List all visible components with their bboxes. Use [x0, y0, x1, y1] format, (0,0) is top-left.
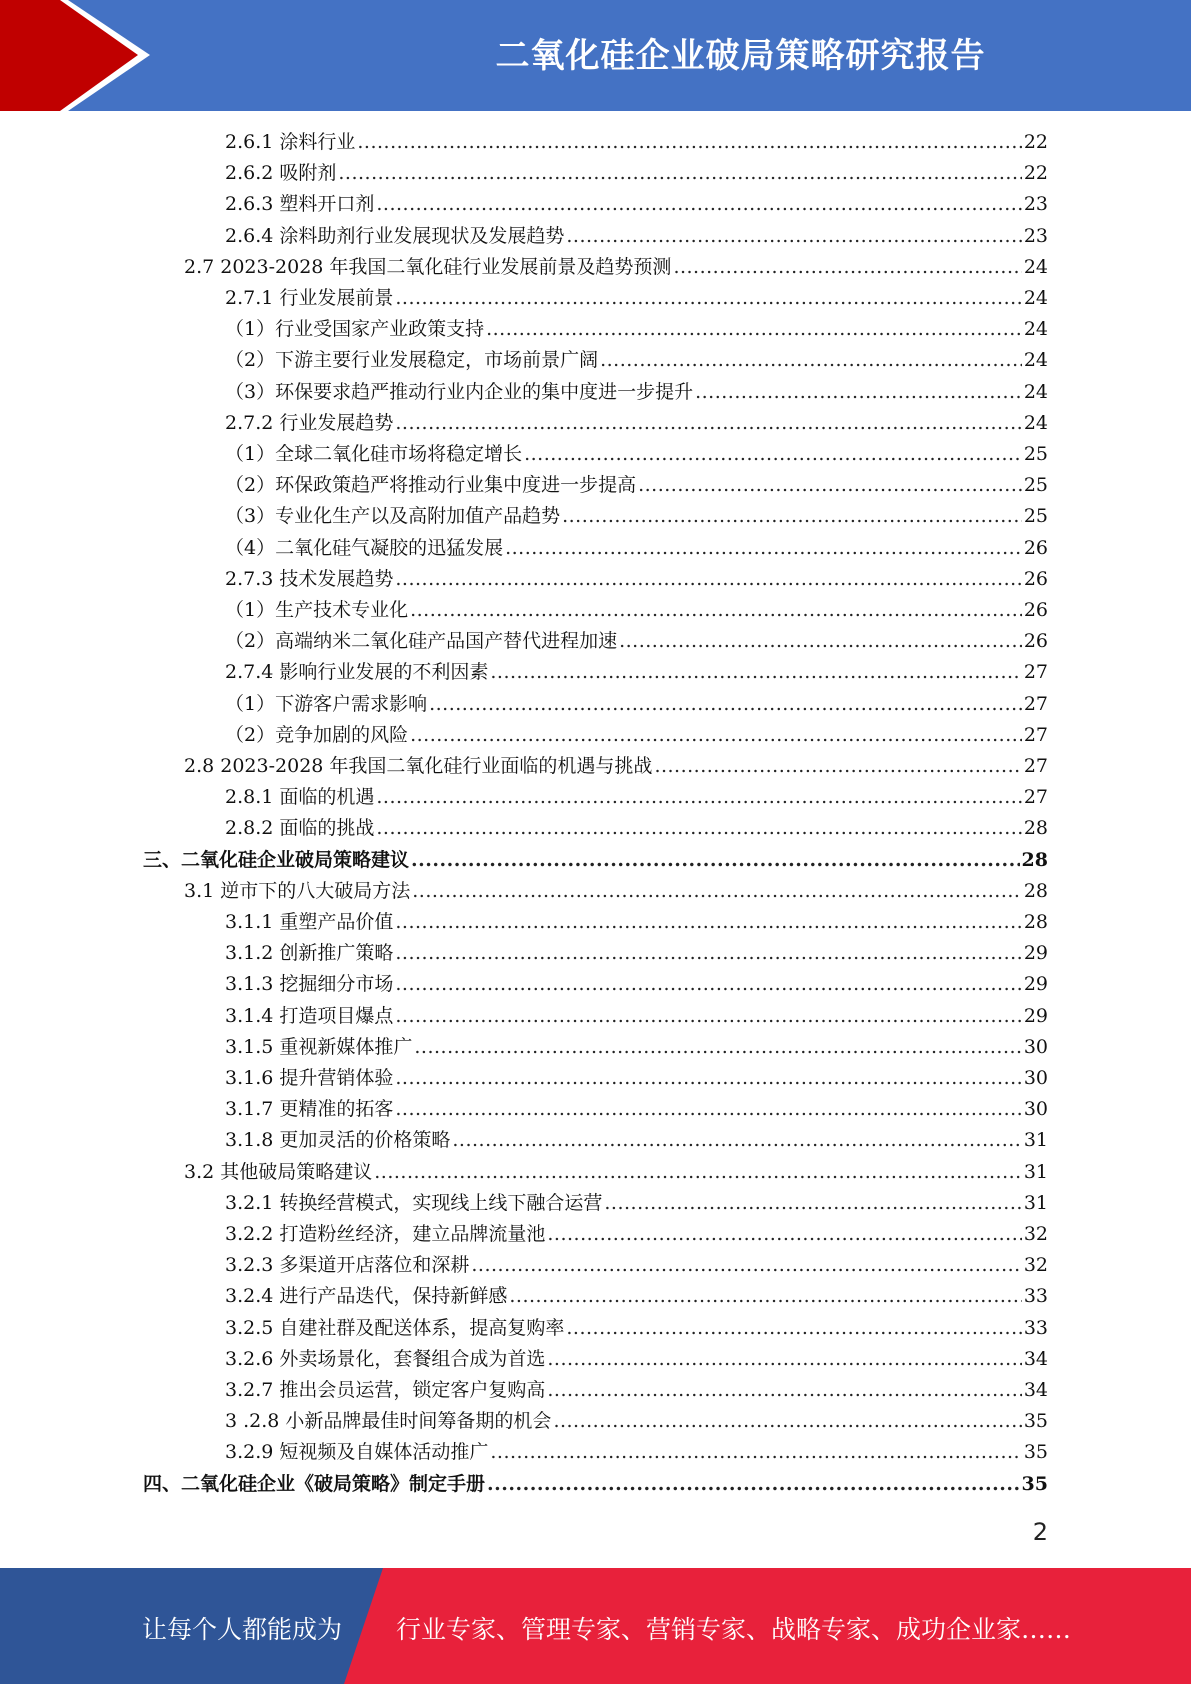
toc-entry[interactable]	[184, 252, 1048, 282]
toc-entry-page: 34	[1023, 1379, 1048, 1401]
toc-entry-label: （2）环保政策趋严将推动行业集中度进一步提高	[225, 474, 637, 497]
toc-dot-leader	[547, 1375, 1021, 1405]
toc-entry-label: （1）全球二氧化硅市场将稳定增长	[225, 443, 523, 465]
toc-entry-page: 34	[1023, 1347, 1048, 1370]
toc-entry-label: （4）二氧化硅气凝胶的迅猛发展	[225, 536, 504, 559]
toc-dot-leader	[395, 1001, 1021, 1031]
toc-dot-leader	[471, 1250, 1021, 1280]
toc-dot-leader	[654, 751, 1021, 781]
toc-entry-page: 25	[1023, 505, 1048, 528]
toc-entry[interactable]	[225, 938, 1048, 968]
toc-dot-leader	[505, 533, 1022, 563]
toc-entry[interactable]	[225, 564, 1048, 594]
toc-dot-leader	[395, 1094, 1021, 1124]
toc-entry-page: 23	[1023, 224, 1048, 247]
toc-dot-leader	[395, 938, 1021, 968]
toc-entry-label: （1）下游客户需求影响	[225, 692, 428, 715]
toc-dot-leader	[395, 969, 1021, 999]
toc-dot-leader	[487, 1469, 1020, 1499]
toc-dot-leader	[452, 1125, 1021, 1155]
footer-slogan-right: 行业专家、管理专家、营销专家、战略专家、成功企业家……	[396, 1615, 1072, 1644]
toc-entry[interactable]	[225, 283, 1048, 313]
toc-dot-leader	[395, 283, 1021, 313]
toc-entry-page: 25	[1023, 474, 1048, 497]
toc-entry-label: 3.2.2 打造粉丝经济，建立品牌流量池	[225, 1223, 546, 1245]
toc-entry-label: 2.7 2023-2028 年我国二氧化硅行业发展前景及趋势预测	[184, 255, 672, 278]
toc-dot-leader	[486, 314, 1022, 344]
toc-entry-page: 23	[1023, 193, 1048, 216]
toc-entry-label: 3.1.6 提升营销体验	[225, 1067, 394, 1089]
toc-entry-page: 24	[1023, 287, 1048, 309]
toc-dot-leader	[509, 1281, 1021, 1311]
toc-entry[interactable]	[225, 1094, 1048, 1124]
page-number: 2	[1032, 1518, 1048, 1546]
toc-entry-label: 3.2.6 外卖场景化，套餐组合成为首选	[225, 1347, 546, 1370]
toc-entry[interactable]	[225, 657, 1048, 687]
toc-dot-leader	[695, 377, 1022, 407]
toc-dot-leader	[604, 1188, 1021, 1218]
toc-entry-page: 22	[1023, 162, 1048, 185]
toc-entry-page: 26	[1023, 567, 1048, 590]
toc-entry[interactable]	[225, 314, 1048, 344]
toc-entry-page: 30	[1023, 1098, 1048, 1121]
toc-dot-leader	[566, 1313, 1021, 1343]
toc-entry-page: 24	[1023, 411, 1048, 434]
toc-dot-leader	[562, 501, 1022, 531]
toc-entry-page: 28	[1023, 817, 1048, 840]
toc-entry-page: 24	[1023, 349, 1048, 372]
toc-entry-page: 35	[1023, 1410, 1048, 1433]
toc-dot-leader	[490, 1437, 1021, 1467]
toc-entry[interactable]	[225, 1250, 1048, 1280]
toc-entry-page: 31	[1023, 1160, 1048, 1183]
toc-entry-page: 29	[1023, 942, 1048, 965]
toc-dot-leader	[395, 1063, 1021, 1093]
toc-entry-page: 28	[1023, 879, 1048, 902]
toc-entry-page: 27	[1023, 786, 1048, 809]
toc-entry[interactable]	[225, 1188, 1048, 1218]
toc-dot-leader	[376, 782, 1021, 812]
toc-entry-label: 3.1.7 更精准的拓客	[225, 1098, 394, 1121]
toc-entry[interactable]	[225, 1344, 1048, 1374]
toc-entry[interactable]	[225, 408, 1048, 438]
toc-entry[interactable]	[225, 782, 1048, 812]
toc-entry-page: 29	[1023, 1004, 1048, 1027]
toc-entry[interactable]	[225, 1313, 1048, 1343]
toc-entry[interactable]	[225, 1125, 1048, 1155]
toc-entry-label: 3.1 逆市下的八大破局方法	[184, 879, 411, 902]
toc-entry-label: 3.2.4 进行产品迭代，保持新鲜感	[225, 1285, 508, 1308]
toc-entry-page: 31	[1023, 1129, 1048, 1152]
toc-entry-page: 25	[1023, 443, 1048, 465]
toc-entry-label: 3.2.1 转换经营模式，实现线上线下融合运营	[225, 1191, 603, 1214]
toc-entry[interactable]	[225, 969, 1048, 999]
toc-dot-leader	[338, 158, 1021, 188]
toc-entry-label: 3 .2.8 小新品牌最佳时间筹备期的机会	[225, 1410, 552, 1433]
toc-dot-leader	[673, 252, 1021, 282]
toc-dot-leader	[357, 127, 1021, 157]
toc-dot-leader	[395, 564, 1021, 594]
toc-entry[interactable]	[225, 1063, 1048, 1093]
toc-dot-leader	[566, 221, 1021, 251]
toc-entry-label: （2）竞争加剧的风险	[225, 723, 409, 746]
toc-entry[interactable]	[225, 1032, 1048, 1062]
toc-entry-label: 2.7.3 技术发展趋势	[225, 567, 394, 590]
toc-entry-page: 30	[1023, 1067, 1048, 1089]
toc-entry-label: （3）专业化生产以及高附加值产品趋势	[225, 505, 561, 528]
toc-entry-label: 3.1.1 重塑产品价值	[225, 911, 394, 933]
toc-entry[interactable]	[184, 751, 1048, 781]
toc-dot-leader	[547, 1344, 1021, 1374]
toc-entry[interactable]	[225, 189, 1048, 219]
toc-entry-label: 3.2.3 多渠道开店落位和深耕	[225, 1254, 470, 1277]
toc-dot-leader	[395, 907, 1021, 937]
toc-entry[interactable]	[225, 501, 1048, 531]
toc-entry-page: 27	[1023, 692, 1048, 715]
toc-entry-page: 24	[1023, 318, 1048, 341]
toc-entry-page: 33	[1023, 1316, 1048, 1339]
header-arrow-decoration	[0, 0, 160, 111]
toc-entry[interactable]	[225, 1219, 1048, 1249]
toc-entry-label: 2.7.4 影响行业发展的不利因素	[225, 661, 489, 684]
toc-entry-page: 32	[1023, 1254, 1048, 1277]
toc-entry-page: 27	[1023, 661, 1048, 684]
page-header	[0, 0, 1191, 111]
toc-entry-label: 2.6.4 涂料助剂行业发展现状及发展趋势	[225, 224, 565, 247]
toc-entry-page: 26	[1023, 536, 1048, 559]
toc-dot-leader	[376, 813, 1021, 843]
toc-entry[interactable]	[225, 533, 1048, 563]
toc-entry-label: 2.8.2 面临的挑战	[225, 817, 375, 840]
toc-entry[interactable]	[225, 720, 1048, 750]
toc-entry[interactable]	[184, 1157, 1048, 1187]
toc-dot-leader	[410, 595, 1022, 625]
toc-dot-leader	[414, 1032, 1021, 1062]
toc-entry[interactable]	[225, 1375, 1048, 1405]
toc-entry[interactable]	[225, 127, 1048, 157]
toc-entry-label: （1）生产技术专业化	[225, 599, 409, 621]
toc-entry-label: 3.2 其他破局策略建议	[184, 1160, 373, 1183]
toc-entry-label: 3.1.5 重视新媒体推广	[225, 1035, 413, 1058]
toc-dot-leader	[395, 408, 1021, 438]
toc-entry-page: 35	[1023, 1441, 1048, 1464]
toc-entry[interactable]	[225, 689, 1048, 719]
toc-dot-leader	[376, 189, 1021, 219]
toc-entry[interactable]	[225, 907, 1048, 937]
toc-entry-page: 31	[1023, 1191, 1048, 1214]
toc-entry-page: 29	[1023, 973, 1048, 996]
toc-entry[interactable]	[225, 1406, 1048, 1436]
toc-entry[interactable]	[225, 158, 1048, 188]
toc-entry-page: 28	[1021, 848, 1048, 871]
toc-entry-label: 2.7.2 行业发展趋势	[225, 411, 394, 434]
toc-entry-label: 3.1.2 创新推广策略	[225, 942, 394, 965]
toc-entry-page: 27	[1023, 755, 1048, 777]
toc-entry[interactable]	[143, 1469, 1048, 1499]
toc-entry-page: 22	[1023, 131, 1048, 153]
toc-dot-leader	[429, 689, 1022, 719]
toc-entry-page: 24	[1023, 255, 1048, 278]
toc-entry-page: 32	[1023, 1223, 1048, 1245]
toc-entry-label: 3.1.3 挖掘细分市场	[225, 973, 394, 996]
toc-entry[interactable]	[225, 221, 1048, 251]
toc-entry[interactable]	[225, 813, 1048, 843]
toc-dot-leader	[638, 470, 1022, 500]
toc-dot-leader	[412, 876, 1022, 906]
toc-entry[interactable]	[184, 876, 1048, 906]
toc-dot-leader	[553, 1406, 1021, 1436]
toc-entry[interactable]	[225, 345, 1048, 375]
toc-entry-page: 24	[1023, 380, 1048, 403]
toc-entry[interactable]	[225, 595, 1048, 625]
toc-dot-leader	[619, 626, 1022, 656]
toc-entry-label: （1）行业受国家产业政策支持	[225, 318, 485, 341]
toc-entry-page: 28	[1023, 911, 1048, 933]
toc-entry[interactable]	[143, 845, 1048, 875]
toc-entry-page: 26	[1023, 599, 1048, 621]
toc-entry-page: 27	[1023, 723, 1048, 746]
toc-dot-leader	[600, 345, 1022, 375]
toc-dot-leader	[411, 845, 1020, 875]
toc-entry-label: （2）下游主要行业发展稳定，市场前景广阔	[225, 349, 599, 372]
toc-entry[interactable]	[225, 439, 1048, 469]
footer-slogan-left: 让每个人都能成为	[142, 1615, 343, 1644]
report-title: 二氧化硅企业破局策略研究报告	[495, 36, 986, 76]
toc-entry[interactable]	[225, 1281, 1048, 1311]
toc-entry[interactable]	[225, 1437, 1048, 1467]
toc-dot-leader	[374, 1157, 1022, 1187]
toc-entry[interactable]	[225, 377, 1048, 407]
toc-entry-label: 2.6.1 涂料行业	[225, 131, 356, 153]
toc-entry-label: 3.2.9 短视频及自媒体活动推广	[225, 1441, 489, 1464]
toc-entry-label: 2.8 2023-2028 年我国二氧化硅行业面临的机遇与挑战	[184, 755, 653, 777]
toc-entry-page: 35	[1021, 1472, 1048, 1495]
toc-entry-page: 33	[1023, 1285, 1048, 1308]
toc-dot-leader	[490, 657, 1021, 687]
toc-entry-label: 2.6.3 塑料开口剂	[225, 193, 375, 216]
toc-dot-leader	[524, 439, 1022, 469]
toc-entry-label: （3）环保要求趋严推动行业内企业的集中度进一步提升	[225, 380, 694, 403]
toc-dot-leader	[547, 1219, 1021, 1249]
toc-entry-label: 3.2.7 推出会员运营，锁定客户复购高	[225, 1379, 546, 1401]
toc-entry[interactable]	[225, 470, 1048, 500]
toc-entry-label: 2.6.2 吸附剂	[225, 162, 337, 185]
toc-entry[interactable]	[225, 1001, 1048, 1031]
toc-entry-label: 3.2.5 自建社群及配送体系，提高复购率	[225, 1316, 565, 1339]
toc-entry-page: 30	[1023, 1035, 1048, 1058]
toc-entry-label: 四、二氧化硅企业《破局策略》制定手册	[143, 1472, 486, 1495]
page-footer	[0, 1568, 1191, 1684]
toc-dot-leader	[410, 720, 1022, 750]
toc-entry-label: （2）高端纳米二氧化硅产品国产替代进程加速	[225, 630, 618, 653]
toc-entry-label: 3.1.4 打造项目爆点	[225, 1004, 394, 1027]
toc-entry-label: 2.7.1 行业发展前景	[225, 287, 394, 309]
toc-entry-page: 26	[1023, 630, 1048, 653]
toc-entry-label: 3.1.8 更加灵活的价格策略	[225, 1129, 451, 1152]
toc-entry-label: 三、二氧化硅企业破局策略建议	[143, 848, 410, 871]
toc-entry[interactable]	[225, 626, 1048, 656]
toc-entry-label: 2.8.1 面临的机遇	[225, 786, 375, 809]
